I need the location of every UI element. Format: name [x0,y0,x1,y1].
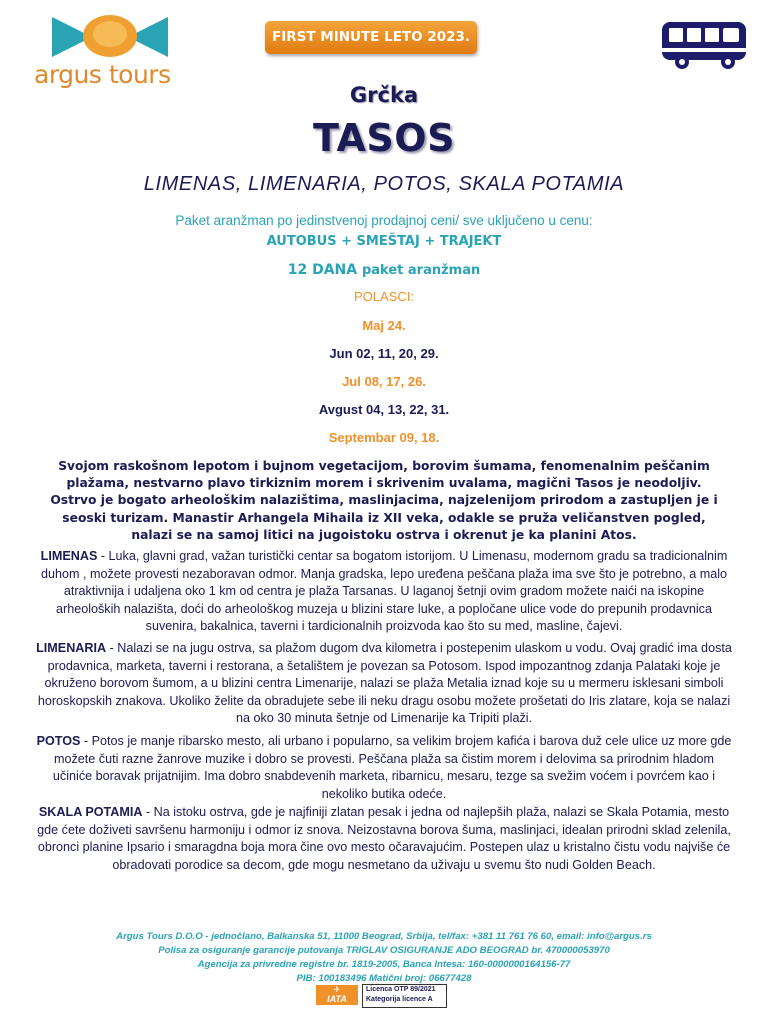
iata-badge [316,985,358,1005]
section-text: - Potos je manje ribarsko mesto, ali urbano i popularno, sa velikim brojem kafića i barova duž cele ulice uz more gde možete čuti razne žanrove muzike i dobro se provesti. Peščana plaža sa čistim morem i delovima sa prirodnim hladom učiniće boravak prijatnijim. Ima dobro snabdevenih marketa, ribarnicu, mesaru, tezge sa svežim voćem i povrćem kao i nekoliko butika odeće. [52,734,732,801]
section-text: - Na istoku ostrva, gde je najfiniji zlatan pesak i jedna od najlepših plaža, nalazi se Skala Potamia, mesto gde ćete doživeti savršenu harmoniju i odmor iz snova. Neizostavna borova šuma, maslinjaci, idealan prirodni sklad zelenila, obronci planine Ipsario i smaragdna boja mora čine ovo mesto očaravajućim. Postepen ulaz u kristalno čistu vodu najviše će obradovati porodice sa decom, gde mogu nesmetano da uživaju u svemu što nudi Golden Beach. [37,805,731,872]
first-minute-banner: FIRST MINUTE LETO 2023. [265,21,477,54]
package-includes: AUTOBUS + SMEŠTAJ + TRAJEKT [266,234,502,249]
intro-paragraph: Svojom raskošnom lepotom i bujnom vegetacijom, borovim šumama, fenomenalnim peščanim plažama, nestvarno plavo tirkiznim morem i skrivenim uvalama, magični Tasos je neodoljiv. Ostrvo je bogato arheološkim nalazištima, maslinjacima, najzelenijom prirodom a zastupljen je i seoski turizam. Manastir Arhangela Mihaila iz XII veka, odakle se pruža veličanstven pogled, nalazi se na samoj litici na jugoistoku ostrva i okrenut je ka planini Atos. [50,459,718,542]
logo-text: argus tours [34,60,171,89]
footer-insurance: Polisa za osiguranje garancije putovanja TRIGLAV OSIGURANJE ADO BEOGRAD br. 470000053970 [158,945,610,956]
destination-title: TASOS [313,116,455,160]
license-number: Licenca OTP 89/2021 [366,986,436,993]
bus-icon [660,20,748,70]
section-limenaria [36,640,732,728]
argus-tours-logo [30,12,190,92]
package-duration [0,262,768,278]
departure-date: Avgust 04, 13, 22, 31. [318,402,450,417]
section-title: POTOS [36,734,81,748]
footer-address: Argus Tours D.O.O - jednočlano, Balkanska 51, 11000 Beograd, Srbija, tel/fax: +381 11 761 76 60, email: info@argus.rs [116,931,652,942]
departure-date: Septembar 09, 18. [328,430,440,445]
section-title: SKALA POTAMIA [38,805,143,819]
departure-date: Maj 24. [362,318,406,333]
departure-date: Jun 02, 11, 20, 29. [329,346,439,361]
section-title: LIMENARIA [36,641,107,655]
license-category: Kategorija licence A [366,996,433,1003]
places-subtitle: LIMENAS, LIMENARIA, POTOS, SKALA POTAMIA [143,173,625,195]
iata-label: IATA [327,994,347,1004]
eye-logo-icon [30,12,190,62]
footer-registry: Agencija za privredne registre br. 1819-2005, Banca Intesa: 160-0000000164156-77 [197,959,571,970]
section-skala-potamia [36,804,732,874]
duration-suffix: paket aranžman [361,263,481,278]
duration-days: 12 DANA [287,262,358,278]
section-text: - Nalazi se na jugu ostrva, sa plažom dugom dva kilometra i postepenim ulaskom u vodu. Ovaj gradić ima dosta prodavnica, marketa, taverni i restorana, a šetalištem je povezan sa Potosom. Ispod impozantnog zdanja Palataki koje je okruženo borovom šumom, a u blizini centra Limenarije, nalazi se plaža Metalia iznad koje su u mermeru isklesani simboli horoskopskih znakova. Ukoliko želite da obradujete sebe ili neku dragu osobu možete prošetati do Iris zlatare, koja se nalazi na oko 30 minuta šetnje od Limenarije ka Tripiti plaži. [37,641,732,726]
section-text: - Luka, glavni grad, važan turistički centar sa bogatom istorijom. U Limenasu, modernom gradu sa tradicionalnim duhom , možete provesti nezaboravan odmor. Manja gradska, lepo uređena peščana plaža ima sve što je potrebno, a malo atraktivnija i udaljena oko 1 km od centra je plaža Tarsanas. U laganoj šetnji ovim gradom možete naići na iskopine arheoloških nalazišta, doći do arheološkog muzeja u blizini stare luke, a popločane ulice vode do prepunih prodavnica suvenira, bakalnica, taverni i tardicionalnih proizvoda kao što su med, masline, čajevi. [40,549,728,634]
company-footer [0,930,768,986]
section-potos [36,733,732,803]
package-description: Paket aranžman po jedinstvenoj prodajnoj ceni/ sve uključeno u cenu: [175,213,593,228]
country-heading: Grčka [349,83,419,107]
section-limenas [36,548,732,636]
departure-date: Jul 08, 17, 26. [342,374,426,389]
section-title: LIMENAS [40,549,98,563]
departures-label: POLASCI: [354,289,414,304]
footer-pib: PIB: 100183496 Matični broj: 06677428 [296,973,472,984]
license-box [362,984,447,1008]
iata-bird-icon: ✈ [333,985,341,994]
